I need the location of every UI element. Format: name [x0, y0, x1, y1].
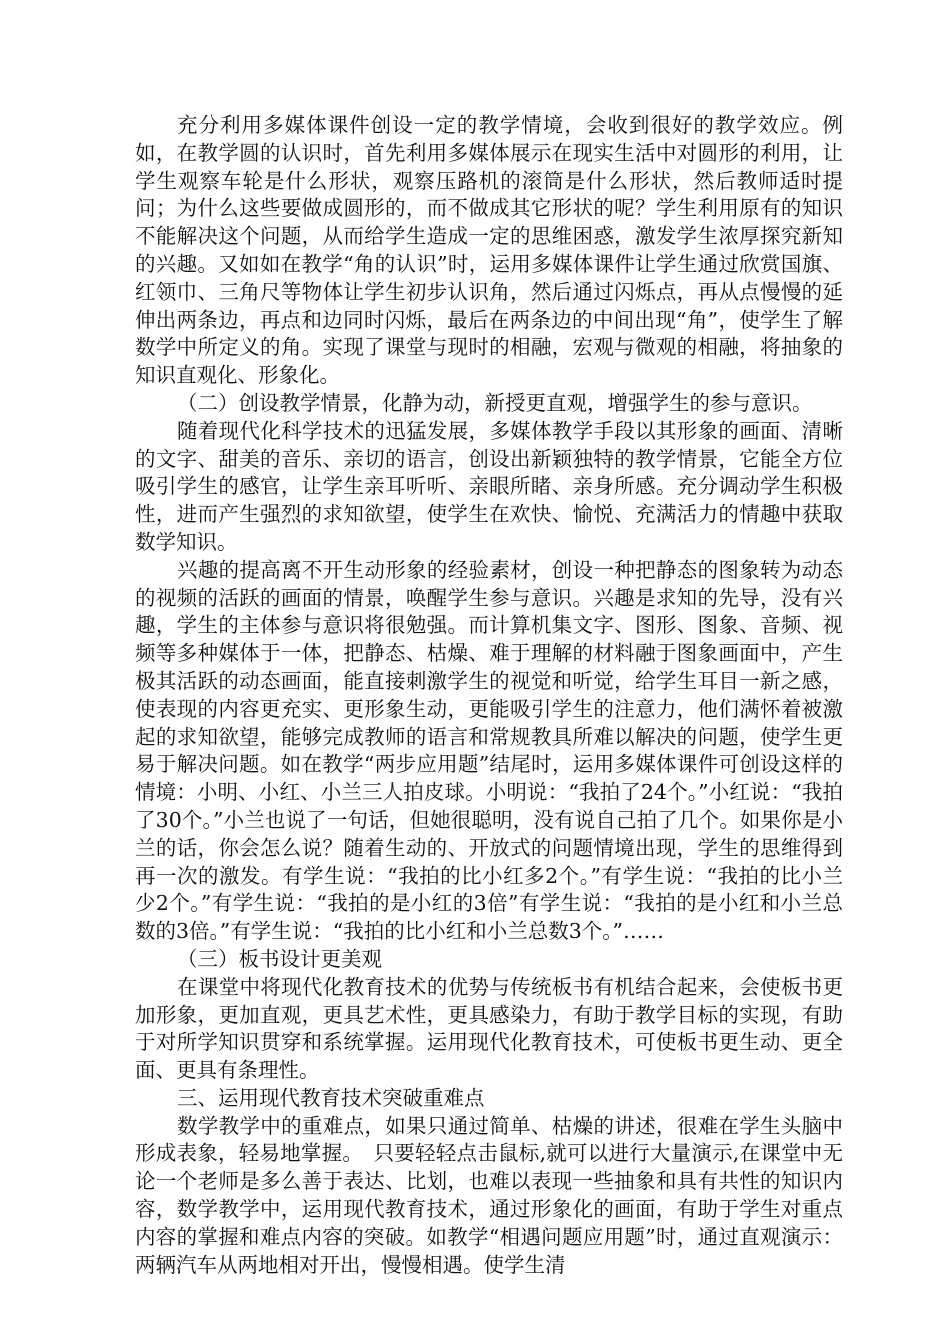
paragraph-blackboard: 在课堂中将现代化教育技术的优势与传统板书有机结合起来，会使板书更加形象，更加直观，更具艺术性，更具感染力，有助于教学目标的实现，有助于对所学知识贯穿和系统掌握。运用现代化教育技术，可使板书更生动、更全面、更具有条理性。	[135, 974, 843, 1083]
paragraph-modern-technology: 随着现代化科学技术的迅猛发展，多媒体教学手段以其形象的画面、清晰的文字、甜美的音乐、亲切的语言，创设出新颖独特的教学情景，它能全方位吸引学生的感官，让学生亲耳听听、亲眼所睹、亲身所感。充分调动学生积极性，进而产生强烈的求知欲望，使学生在欢快、愉悦、充满活力的情趣中获取数学知识。	[135, 418, 843, 554]
section-heading-2: （二）创设教学情景，化静为动，新授更直观，增强学生的参与意识。	[177, 390, 813, 415]
document-page	[135, 112, 843, 1279]
section-heading-3: （三）板书设计更美观	[177, 946, 382, 971]
paragraph-multimedia-situation: 充分利用多媒体课件创设一定的教学情境，会收到很好的教学效应。例如，在教学圆的认识时，首先利用多媒体展示在现实生活中对圆形的利用，让学生观察车轮是什么形状，观察压路机的滚筒是什么形状，然后教师适时提问；为什么这些要做成圆形的，而不做成其它形状的呢？学生利用原有的知识不能解决这个问题，从而给学生造成一定的思维困惑，激发学生浓厚探究新知的兴趣。又如如在教学“角的认识”时，运用多媒体课件让学生通过欣赏国旗、红领巾、三角尺等物体让学生初步认识角，然后通过闪烁点，再从点慢慢的延伸出两条边，再点和边同时闪烁，最后在两条边的中间出现“角”，使学生了解数学中所定义的角。实现了课堂与现时的相融，宏观与微观的相融，将抽象的知识直观化、形象化。	[135, 113, 843, 388]
paragraph-interest: 兴趣的提高离不开生动形象的经验素材，创设一种把静态的图象转为动态的视频的活跃的画面的情景，唤醒学生参与意识。兴趣是求知的先导，没有兴趣，学生的主体参与意识将很勉强。而计算机集文字、图形、图象、音频、视频等多种媒体于一体，把静态、枯燥、难于理解的材料融于图象画面中，产生极其活跃的动态画面，能直接刺激学生的视觉和听觉，给学生耳目一新之感，使表现的内容更充实、更形象生动，更能吸引学生的注意力，他们满怀着被激起的求知欲望，能够完成教师的语言和常规教具所难以解决的问题，使学生更易于解决问题。如在教学“两步应用题”结尾时，运用多媒体课件可创设这样的情境：小明、小红、小兰三人拍皮球。小明说：“我拍了24个。”小红说：“我拍了30个。”小兰也说了一句话，但她很聪明，没有说自己拍了几个。如果你是小兰的话，你会怎么说？随着生动的、开放式的问题情境出现，学生的思维得到再一次的激发。有学生说：“我拍的比小红多2个。”有学生说：“我拍的比小兰少2个。”有学生说：“我拍的是小红的3倍”有学生说：“我拍的是小红和小兰总数的3倍。”有学生说：“我拍的比小红和小兰总数3个。”……	[135, 557, 843, 944]
chapter-heading-3: 三、运用现代教育技术突破重难点	[177, 1085, 485, 1110]
paragraph-key-points: 数学教学中的重难点，如果只通过简单、枯燥的讲述，很难在学生头脑中形成表象，轻易地掌握。 只要轻轻点击鼠标,就可以进行大量演示,在课堂中无论一个老师是多么善于表达、比划，也难以表现一些抽象和具有共性的知识内容，数学教学中，运用现代教育技术，通过形象化的画面，有助于学生对重点内容的掌握和难点内容的突破。如教学“相遇问题应用题”时，通过直观演示：两辆汽车从两地相对开出，慢慢相遇。使学生清	[135, 1113, 843, 1277]
